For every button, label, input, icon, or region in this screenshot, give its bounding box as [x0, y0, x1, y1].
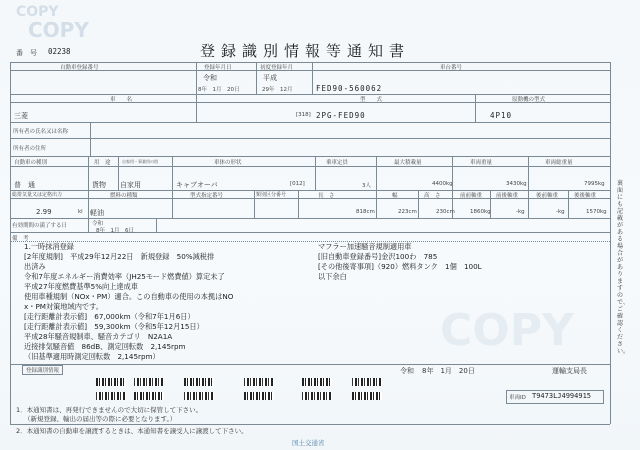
qr-code — [96, 378, 126, 386]
remarks-label: 備 考 — [12, 236, 29, 242]
rule — [88, 190, 89, 218]
remarks-line: x・PM対策地域内です。 — [24, 302, 103, 311]
rule — [196, 62, 197, 94]
qr-code — [96, 392, 126, 400]
rule — [88, 218, 89, 232]
expiry-reiwa: 令和 — [92, 221, 104, 227]
rule — [10, 138, 610, 139]
rule — [418, 190, 419, 218]
length-value: 818cm — [356, 209, 375, 215]
capacity-label: 乗車定員 — [326, 160, 349, 166]
rule — [88, 156, 89, 190]
qr-code — [302, 392, 332, 400]
private-label: 自家用・事業用の別 — [122, 159, 158, 164]
remarks-line: [その他後寄事項]（920）燃料タンク 1個 100L — [318, 262, 482, 271]
weight-label: 車両重量 — [470, 160, 493, 166]
max-load-label: 最大積載量 — [394, 160, 422, 166]
qr-code — [134, 378, 164, 386]
rule — [528, 190, 529, 218]
body-label: 車体の形状 — [214, 160, 242, 166]
use-value: 貨物 — [92, 181, 106, 189]
issue-date: 8年 1月 20日 — [422, 367, 475, 375]
remarks-line: 平成28年騒音規制車、騒音カテゴリ N2A1A — [24, 332, 173, 341]
expiry-value: 8年 1月 6日 — [96, 228, 134, 234]
ministry-name: 国土交通省 — [292, 439, 325, 447]
first-reg-label: 初度登録年月 — [260, 65, 294, 71]
rf-axle-value: -kg — [556, 209, 565, 215]
qr-code — [184, 392, 214, 400]
watermark-center: COPY — [440, 305, 574, 356]
qr-code — [184, 378, 214, 386]
remarks-line: （旧基準適用時測定回転数 2,145rpm） — [24, 352, 160, 361]
remarks-line: [旧自動車登録番号]金沢100わ 785 — [318, 252, 438, 261]
remarks-line: [走行距離計表示値] 59,300km（令和5年12月15日） — [24, 322, 204, 331]
car-name-label: 車 名 — [110, 97, 133, 103]
rule — [90, 122, 91, 156]
rule — [610, 62, 611, 424]
remarks-line: [走行距離計表示値] 67,000km（令和7年1月6日） — [24, 312, 195, 321]
type-value: 2PG-FED90 — [316, 111, 366, 120]
class-label: 類別区分番号 — [256, 192, 287, 198]
rule — [10, 122, 610, 123]
weight-value: 3430kg — [506, 181, 527, 187]
body-code: [012] — [290, 181, 305, 187]
remarks-line: 近接排気騒音値 86dB、測定回転数 2,145rpm — [24, 342, 186, 351]
rule — [10, 198, 610, 199]
rule — [312, 62, 313, 94]
reiwa-label: 令和 — [203, 74, 217, 82]
vehicle-id-label: 車両ID — [509, 395, 526, 401]
reg-date-value: 8年 1月 20日 — [198, 87, 240, 93]
rr-axle-value: 1570kg — [586, 209, 607, 215]
kind-value: 普 通 — [14, 181, 35, 189]
expiry-label: 有効期間の満了する日 — [12, 223, 68, 229]
displacement-unit: kl — [78, 209, 83, 215]
height-value: 230cm — [436, 209, 455, 215]
watermark-top: COPY — [16, 4, 59, 20]
rule — [10, 424, 610, 425]
owner-name-label: 所有者の氏名又は名称 — [13, 129, 69, 135]
qr-code — [134, 392, 164, 400]
private-value: 自家用 — [120, 181, 141, 189]
first-reg-value: 29年 12月 — [262, 87, 293, 93]
kind-label: 自動車の種別 — [14, 160, 48, 166]
gross-label: 車両総重量 — [545, 160, 573, 166]
rule — [376, 156, 377, 190]
body-value: キャブオーバ — [176, 181, 218, 189]
chassis-label: 車台番号 — [440, 65, 463, 71]
rule — [118, 156, 119, 190]
type-code: [318] — [296, 112, 311, 118]
spec-label: 型式指定番号 — [190, 193, 224, 199]
car-name-value: 三菱 — [14, 112, 28, 120]
rule — [172, 190, 173, 218]
rule — [196, 94, 197, 122]
rr-axle-label: 後後軸重 — [574, 193, 597, 199]
rule — [528, 156, 529, 190]
rule — [10, 70, 610, 71]
remarks-line: 出済み — [24, 262, 46, 271]
id-info-label: 登録識別情報 — [22, 365, 63, 375]
remarks-line: マフラー加速騒音規制適用車 — [318, 242, 412, 251]
rule — [172, 156, 173, 190]
qr-code — [352, 392, 382, 400]
rule — [568, 190, 569, 218]
number-value: 02238 — [48, 47, 71, 56]
remarks-line: 令和7年度エネルギー消費効率（JH25モード燃費値）算定未了 — [24, 272, 225, 281]
qr-code — [352, 378, 382, 386]
rule — [10, 62, 11, 424]
heisei-label: 平成 — [263, 74, 277, 82]
bureau-name: 運輸支局長 — [552, 367, 587, 375]
remarks-line: 平成27年度燃費基準5%向上達成車 — [24, 282, 138, 291]
remarks-line: [2年度規制] 平成29年12月22日 新規登録 50%減税排 — [24, 252, 215, 261]
remarks-left — [24, 242, 233, 362]
footer-note-1b: （新規登録、輸出の届出等の際に必要となります。） — [24, 415, 177, 423]
engine-value: 4P10 — [490, 111, 513, 120]
max-load-value: 4400kg — [432, 181, 453, 187]
use-label: 用 途 — [94, 160, 111, 166]
ff-axle-label: 前前軸重 — [460, 193, 483, 199]
footer-note-1: 1．本通知書は、再発行できませんので大切に保管して下さい。 — [16, 406, 203, 414]
document-title: 登録識別情報等通知書 — [200, 42, 411, 60]
remarks-line: 1.一時抹消登録 — [24, 242, 74, 251]
rule — [10, 166, 610, 167]
side-note: 裏面にも記載がある場合がありますので、ご確認ください。 — [617, 180, 630, 355]
remarks-line: 使用車種規制（NOx・PM）適合。この自動車の使用の本拠はNO — [24, 292, 234, 301]
rule — [10, 156, 610, 157]
rule — [475, 94, 476, 122]
watermark-top-copy: COPY — [28, 18, 89, 42]
vehicle-id-value: T9473LJ4994915 — [532, 392, 592, 400]
width-value: 223cm — [398, 209, 417, 215]
type-label: 型 式 — [360, 97, 383, 103]
fuel-value: 軽油 — [90, 209, 104, 217]
fuel-label: 燃料の種類 — [110, 193, 138, 199]
engine-label: 原動機の型式 — [512, 97, 546, 103]
number-label: 番 号 — [16, 49, 37, 57]
rule — [10, 190, 610, 191]
rule — [10, 62, 610, 63]
footer-note-2: 2．本通知書の自動車を譲渡するときは、本通知書を譲受人に譲渡して下さい。 — [16, 427, 248, 435]
rule — [10, 364, 610, 365]
displacement-value: 2.99 — [36, 208, 52, 216]
rule — [315, 156, 316, 190]
issue-reiwa: 令和 — [400, 367, 414, 375]
rf-axle-label: 後前軸重 — [536, 193, 559, 199]
reg-number-label: 自動車登録番号 — [60, 65, 99, 71]
remarks-right — [318, 242, 482, 282]
chassis-value: FED90-560062 — [316, 84, 383, 93]
capacity-value: 3人 — [362, 183, 371, 189]
height-label: 高 さ — [424, 193, 441, 199]
ff-axle-value: 1860kg — [470, 209, 491, 215]
qr-code — [244, 392, 274, 400]
fr-axle-value: -kg — [516, 209, 525, 215]
qr-code — [302, 378, 332, 386]
gross-value: 7995kg — [584, 181, 605, 187]
owner-address-label: 所有者の住所 — [13, 146, 47, 152]
rule — [298, 190, 299, 218]
fr-axle-label: 前後軸重 — [496, 193, 519, 199]
rule — [376, 190, 377, 218]
displacement-label: 総排気量又は定格出力 — [12, 192, 63, 198]
rule — [254, 190, 255, 218]
remarks-line: 以下余白 — [318, 272, 347, 281]
width-label: 幅 — [392, 193, 398, 199]
rule — [156, 218, 157, 232]
reg-date-label: 登録年月日 — [204, 65, 232, 71]
length-label: 長 さ — [318, 193, 335, 199]
rule — [256, 62, 257, 94]
qr-code — [244, 378, 274, 386]
